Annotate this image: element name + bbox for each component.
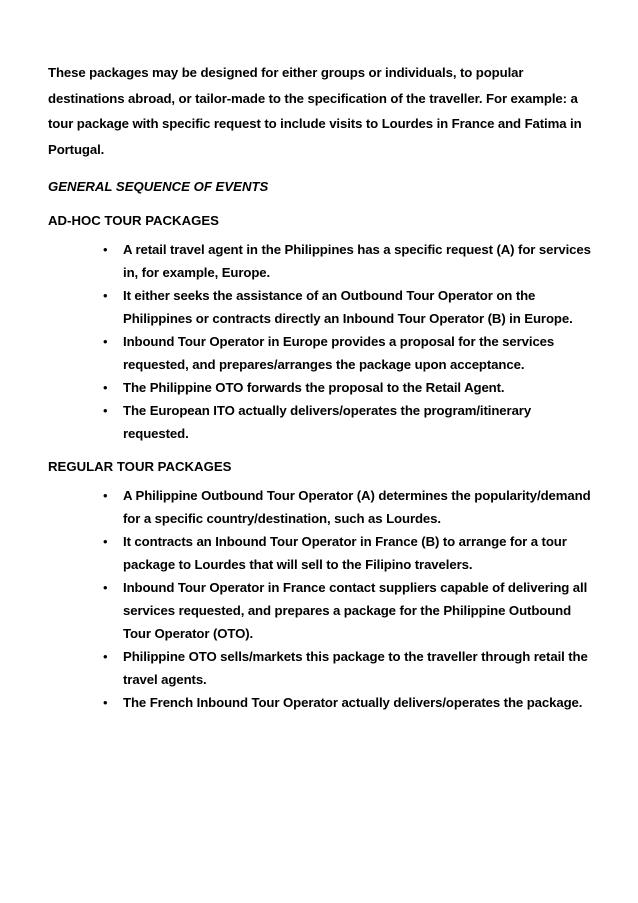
bullet-icon: • <box>103 580 108 595</box>
intro-paragraph: These packages may be designed for either groups or individuals, to popular destinations abroad, or tailor-made to the specification of the traveller. For example: a tour package with specific request to include visits to Lourdes in France and Fatima in Portugal. <box>48 65 582 157</box>
list-item-text: Inbound Tour Operator in France contact suppliers capable of delivering all services requested, and prepares a package for the Philippine Outbound Tour Operator (OTO). <box>123 580 588 641</box>
bullet-icon: • <box>103 695 108 710</box>
adhoc-list <box>48 238 594 445</box>
list-item <box>48 691 594 714</box>
bullet-icon: • <box>103 288 108 303</box>
list-item-text: The Philippine OTO forwards the proposal to the Retail Agent. <box>123 380 505 395</box>
general-sequence-heading: GENERAL SEQUENCE OF EVENTS <box>48 179 269 194</box>
list-item <box>48 645 594 691</box>
list-item <box>48 576 594 645</box>
list-item <box>48 530 594 576</box>
document-body <box>48 60 594 723</box>
list-item <box>48 330 594 376</box>
list-item-text: Philippine OTO sells/markets this package to the traveller through retail the travel agents. <box>123 649 588 687</box>
list-item-text: It either seeks the assistance of an Outbound Tour Operator on the Philippines or contracts directly an Inbound Tour Operator (B) in Europe. <box>123 288 573 326</box>
bullet-icon: • <box>103 242 108 257</box>
list-item-text: It contracts an Inbound Tour Operator in France (B) to arrange for a tour package to Lourdes that will sell to the Filipino travelers. <box>123 534 567 572</box>
list-item <box>48 284 594 330</box>
regular-heading: REGULAR TOUR PACKAGES <box>48 459 232 474</box>
list-item <box>48 238 594 284</box>
list-item <box>48 376 594 399</box>
list-item-text: The French Inbound Tour Operator actually delivers/operates the package. <box>123 695 583 710</box>
bullet-icon: • <box>103 380 108 395</box>
bullet-icon: • <box>103 488 108 503</box>
bullet-icon: • <box>103 334 108 349</box>
list-item <box>48 399 594 445</box>
adhoc-heading: AD-HOC TOUR PACKAGES <box>48 213 219 228</box>
list-item <box>48 484 594 530</box>
bullet-icon: • <box>103 649 108 664</box>
bullet-icon: • <box>103 403 108 418</box>
list-item-text: Inbound Tour Operator in Europe provides a proposal for the services requested, and prepares/arranges the package upon acceptance. <box>123 334 555 372</box>
regular-list <box>48 484 594 714</box>
list-item-text: A Philippine Outbound Tour Operator (A) determines the popularity/demand for a specific country/destination, such as Lourdes. <box>123 488 591 526</box>
bullet-icon: • <box>103 534 108 549</box>
list-item-text: The European ITO actually delivers/operates the program/itinerary requested. <box>123 403 532 441</box>
list-item-text: A retail travel agent in the Philippines has a specific request (A) for services in, for example, Europe. <box>123 242 591 280</box>
